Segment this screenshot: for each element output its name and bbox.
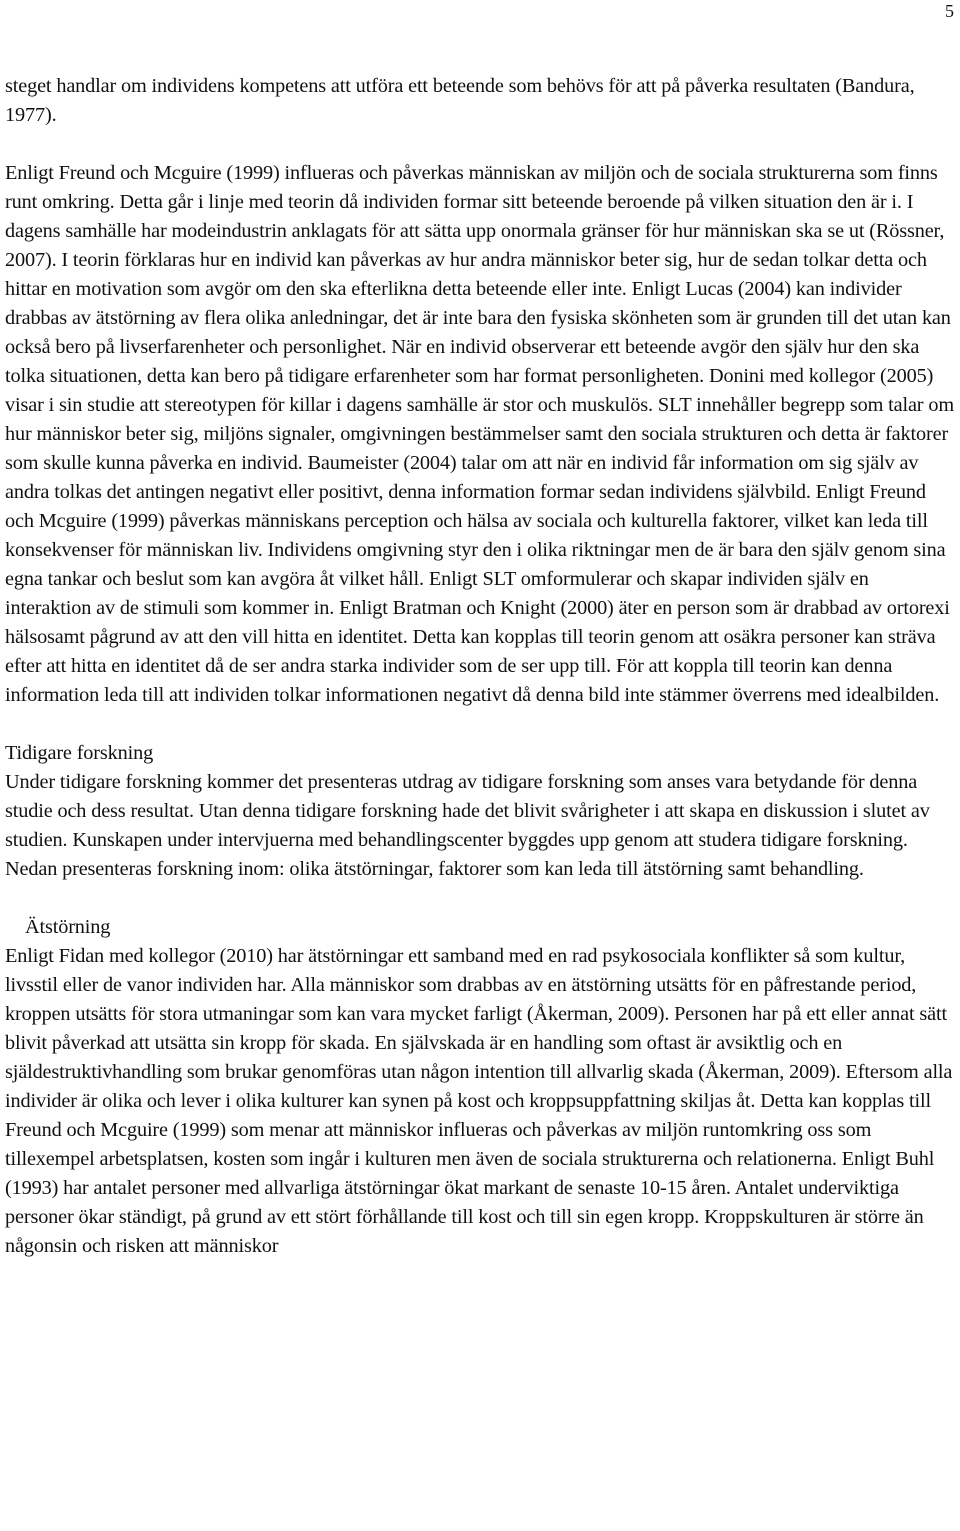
page-number: 5: [945, 1, 954, 21]
document-body: [5, 72, 955, 1261]
paragraph-previous-research: Under tidigare forskning kommer det presenteras utdrag av tidigare forskning som anses vara betydande för denna studie och dess resultat. Utan denna tidigare forskning hade det blivit svårigheter i att skapa en diskussion i slutet av studien. Kunskapen under intervjuerna med behandlingscenter byggdes upp genom att studera tidigare forskning. Nedan presenteras forskning inom: olika ätstörningar, faktorer som kan leda till ätstörning samt behandling.: [5, 771, 930, 880]
paragraph-gap: [5, 130, 955, 159]
paragraph-theory-discussion: Enligt Freund och Mcguire (1999) influeras och påverkas människan av miljön och de sociala strukturerna som finns runt omkring. Detta går i linje med teorin då individen formar sitt beteende beroende på vilken situation den är i. I dagens samhälle har modeindustrin anklagats för att sätta upp onormala gränser för hur människan ska se ut (Rössner, 2007). I teorin förklaras hur en individ kan påverkas av hur andra människor beter sig, hur de sedan tolkar detta och hittar en motivation som avgör om den ska efterlikna detta beteende eller inte. Enligt Lucas (2004) kan individer drabbas av ätstörning av flera olika anledningar, det är inte bara den fysiska skönheten som är grunden till det utan kan också bero på livserfarenheter och personlighet. När en individ observerar ett beteende avgör den själv hur den ska tolka situationen, detta kan bero på tidigare erfarenheter som har format personligheten. Donini med kollegor (2005) visar i sin studie att stereotypen för killar i dagens samhälle är stor och muskulös. SLT innehåller begrepp som talar om hur människor beter sig, miljöns signaler, omgivningen bestämmelser samt den sociala strukturen och detta är faktorer som skulle kunna påverka en individ. Baumeister (2004) talar om att när en individ får information om sig själv av andra tolkas det antingen negativt eller positivt, denna information formar sedan individens självbild. Enligt Freund och Mcguire (1999) påverkas människans perception och hälsa av sociala och kulturella faktorer, vilket kan leda till konsekvenser för människan liv. Individens omgivning styr den i olika riktningar men de är bara den själv genom sina egna tankar och beslut som kan avgöra åt vilket håll. Enligt SLT omformulerar och skapar individen själv en interaktion av de stimuli som kommer in. Enligt Bratman och Knight (2000) äter en person som är drabbad av ortorexi hälsosamt pågrund av att den vill hitta en identitet. Detta kan kopplas till teorin genom att osäkra personer kan sträva efter att hitta en identitet då de ser andra starka individer som de ser upp till. För att koppla till teorin kan denna information leda till att individen tolkar informationen negativt då denna bild inte stämmer överrens med idealbilden.: [5, 162, 954, 706]
heading-tidigare-forskning: Tidigare forskning: [5, 742, 154, 764]
paragraph-gap: [5, 710, 955, 739]
paragraph-gap: [5, 884, 955, 913]
paragraph-bandura: steget handlar om individens kompetens att utföra ett beteende som behövs för att på påverka resultaten (Bandura, 1977).: [5, 75, 915, 126]
heading-atstorning: Ätstörning: [25, 916, 111, 938]
paragraph-eating-disorders: Enligt Fidan med kollegor (2010) har ätstörningar ett samband med en rad psykosociala konflikter så som kultur, livsstil eller de vanor individen har. Alla människor som drabbas av en ätstörning utsätts för en påfrestande period, kroppen utsätts för stora utmaningar som kan vara mycket farligt (Åkerman, 2009). Personen har på ett eller annat sätt blivit påverkad att utsätta sin kropp för skada. En självskada är en handling som oftast är avsiktlig och en själdestruktivhandling som brukar genomföras utan någon intention till allvarlig skada (Åkerman, 2009). Eftersom alla individer är olika och lever i olika kulturer kan synen på kost och kroppsuppfattning skiljas åt. Detta kan kopplas till Freund och Mcguire (1999) som menar att människor influeras och påverkas av miljön runtomkring oss som tillexempel arbetsplatsen, kosten som ingår i kulturen men även de sociala strukturerna och relationerna. Enligt Buhl (1993) har antalet personer med allvarliga ätstörningar ökat markant de senaste 10-15 åren. Antalet underviktiga personer ökar ständigt, på grund av ett stört förhållande till kost och till sin egen kropp. Kroppskulturen är större än någonsin och risken att människor: [5, 945, 953, 1257]
